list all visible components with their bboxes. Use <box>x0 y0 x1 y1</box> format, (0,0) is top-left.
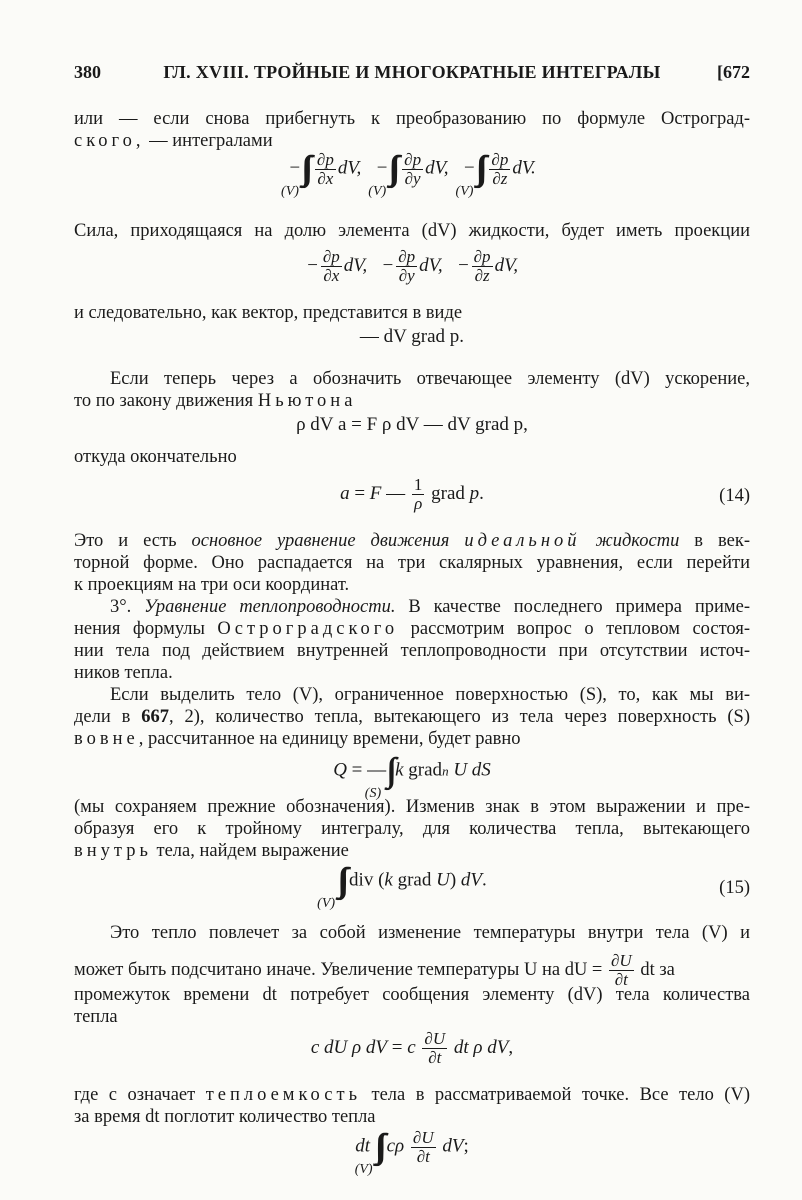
page-number: 380 <box>74 62 101 82</box>
spaced-word: вовне <box>74 729 139 749</box>
chapter-title: ГЛ. XVIII. ТРОЙНЫЕ И МНОГОКРАТНЫЕ ИНТЕГРАЛЫ <box>163 62 661 82</box>
text-line: 3°. Уравнение теплопроводности. В качестве последнего примера приме- <box>110 597 750 617</box>
text-line: ского, — интегралами <box>74 131 273 151</box>
text-line: где c означает теплоемкость тела в рассматриваемой точке. Все тело (V) <box>74 1085 750 1105</box>
text-line: нии тела под действием внутренней теплопроводности при отсутствии источ- <box>74 641 750 661</box>
text-line: вовне, рассчитанное на единицу времени, будет равно <box>74 729 521 749</box>
equation-number: (14) <box>719 486 750 506</box>
text-line: образуя его к тройному интегралу, для количества тепла, вытекающего <box>74 819 750 839</box>
formula-heat-element: c dU ρ dV = c $\frac{\partial U}{\partial t}$ dt ρ dV, <box>310 1029 514 1067</box>
formula-heat-flux: Q = —∫∫(S)k gradn U dS <box>333 752 491 801</box>
equation-number: (15) <box>719 878 750 898</box>
spaced-word: Ньютона <box>257 391 357 411</box>
text-line: нения формулы Остроградского рассмотрим вопрос о тепловом состоя- <box>74 619 750 639</box>
text-line: тепла <box>74 1007 118 1027</box>
spaced-word: ского, <box>74 131 145 151</box>
running-header <box>74 62 750 86</box>
text-line: Это и есть основное уравнение движения идеальной жидкости в век- <box>74 531 750 551</box>
formula-projections: − $\frac{\partial p}{\partial x}$ dV, − $\frac{\partial p}{\partial y}$ dV, − $\frac{\partial p}{\partial z}$ dV, <box>306 247 518 285</box>
formula-total-heat: dt ∫∫∫(V)cρ $\frac{\partial U}{\partial t}$ dV; <box>354 1127 469 1177</box>
text-line: Сила, приходящаяся на долю элемента (dV) жидкости, будет иметь проекции <box>74 221 750 241</box>
text-line: Если теперь через a обозначить отвечающее элементу (dV) ускорение, <box>110 369 750 389</box>
cross-reference: 667 <box>141 707 169 727</box>
text-line: промежуток времени dt потребует сообщения элементу (dV) тела количества <box>74 985 750 1005</box>
spaced-word: внутрь <box>74 841 152 861</box>
text-line: ников тепла. <box>74 663 173 683</box>
formula-motion-equation: a = F — $\frac{1}{\rho}$ grad p. <box>340 475 484 513</box>
text-line: Если выделить тело (V), ограниченное поверхностью (S), то, как мы ви- <box>110 685 750 705</box>
text-line: откуда окончательно <box>74 447 237 467</box>
text-line: Это тепло повлечет за собой изменение температуры внутри тела (V) и <box>110 923 750 943</box>
text-line: за время dt поглотит количество тепла <box>74 1107 376 1127</box>
text-line: и следовательно, как вектор, представится в виде <box>74 303 463 323</box>
text-line: или — если снова прибегнуть к преобразованию по формуле Остроград- <box>74 109 750 129</box>
text-line: торной форме. Оно распадается на три скалярных уравнения, если перейти <box>74 553 750 573</box>
spaced-word: теплоемкость <box>205 1085 362 1105</box>
spaced-word: Остроградского <box>217 619 399 639</box>
text-line: к проекциям на три оси координат. <box>74 575 350 595</box>
text-line: внутрь тела, найдем выражение <box>74 841 349 861</box>
text-line: может быть подсчитано иначе. Увеличение температуры U на dU = $\frac{\partial U}{\partial t}$ dt за <box>74 951 675 989</box>
text-line: (мы сохраняем прежние обозначения). Изменив знак в этом выражении и пре- <box>74 797 750 817</box>
spaced-word: идеальной <box>464 531 581 551</box>
formula-pressure-integrals: −∫∫∫(V) $\frac{\partial p}{\partial x}$ dV, −∫∫∫(V) $\frac{\partial p}{\partial y}$ dV, −∫∫∫(V) $\frac{\partial p}{\partial z}$ dV. <box>281 149 536 199</box>
subsection-title: Уравнение теплопроводности. <box>144 597 396 617</box>
section-number: [672 <box>717 62 750 82</box>
text-line: дели в 667, 2), количество тепла, вытекающего из тела через поверхность (S) <box>74 707 750 727</box>
formula-newton-law: ρ dV a = F ρ dV — dV grad p, <box>296 414 528 435</box>
formula-force-vector: — dV grad p. <box>359 326 465 347</box>
text-line: то по закону движения Ньютона <box>74 391 357 411</box>
formula-divergence-integral: ∫∫∫(V)div (k grad U) dV. <box>317 862 487 911</box>
